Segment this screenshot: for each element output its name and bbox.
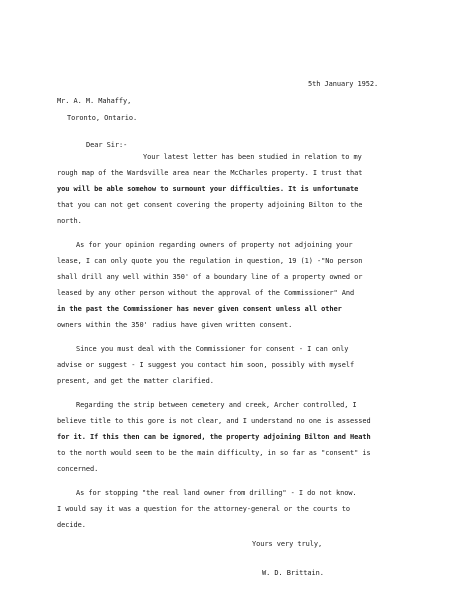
paragraph-line: present, and get the matter clarified. — [57, 377, 214, 385]
paragraph-line: north. — [57, 217, 82, 225]
paragraph-line: to the north would seem to be the main difficulty, in so far as "consent" is — [57, 449, 371, 457]
paragraph-line: you will be able somehow to surmount your difficulties. It is unfortunate — [57, 185, 359, 193]
closing: Yours very truly, — [252, 540, 323, 548]
paragraph-line: decide. — [57, 521, 86, 529]
paragraph-line: advise or suggest - I suggest you contact him soon, possibly with myself — [57, 361, 355, 369]
paragraph-line: leased by any other person without the approval of the Commissioner" And — [57, 289, 355, 297]
paragraph-line: Your latest letter has been studied in relation to my — [143, 153, 362, 161]
paragraph-line: Regarding the strip between cemetery and creek, Archer controlled, I — [76, 401, 357, 409]
paragraph-line: Since you must deal with the Commissioner for consent - I can only — [76, 345, 349, 353]
signature: W. D. Brittain. — [262, 569, 324, 577]
recipient-name: Mr. A. M. Mahaffy, — [57, 97, 132, 105]
paragraph-line: believe title to this gore is not clear, and I understand no one is assessed — [57, 417, 371, 425]
paragraph-line: I would say it was a question for the attorney-general or the courts to — [57, 505, 350, 513]
paragraph-line: As for your opinion regarding owners of property not adjoining your — [76, 241, 353, 249]
paragraph-line: that you can not get consent covering the property adjoining Bilton to the — [57, 201, 363, 209]
paragraph-line: lease, I can only quote you the regulation in question, 19 (1) -"No person — [57, 257, 363, 265]
salutation: Dear Sir:- — [86, 141, 128, 149]
paragraph-line: rough map of the Wardsville area near the McCharles property. I trust that — [57, 169, 363, 177]
letter-date: 5th January 1952. — [308, 80, 379, 88]
paragraph-line: owners within the 350' radius have given written consent. — [57, 321, 293, 329]
paragraph-line: in the past the Commissioner has never given consent unless all other — [57, 305, 342, 313]
paragraph-line: shall drill any well within 350' of a boundary line of a property owned or — [57, 273, 363, 281]
paragraph-line: concerned. — [57, 465, 99, 473]
paragraph-line: As for stopping "the real land owner from drilling" - I do not know. — [76, 489, 357, 497]
recipient-city: Toronto, Ontario. — [67, 114, 138, 122]
paragraph-line: for it. If this then can be ignored, the property adjoining Bilton and Heath — [57, 433, 371, 441]
